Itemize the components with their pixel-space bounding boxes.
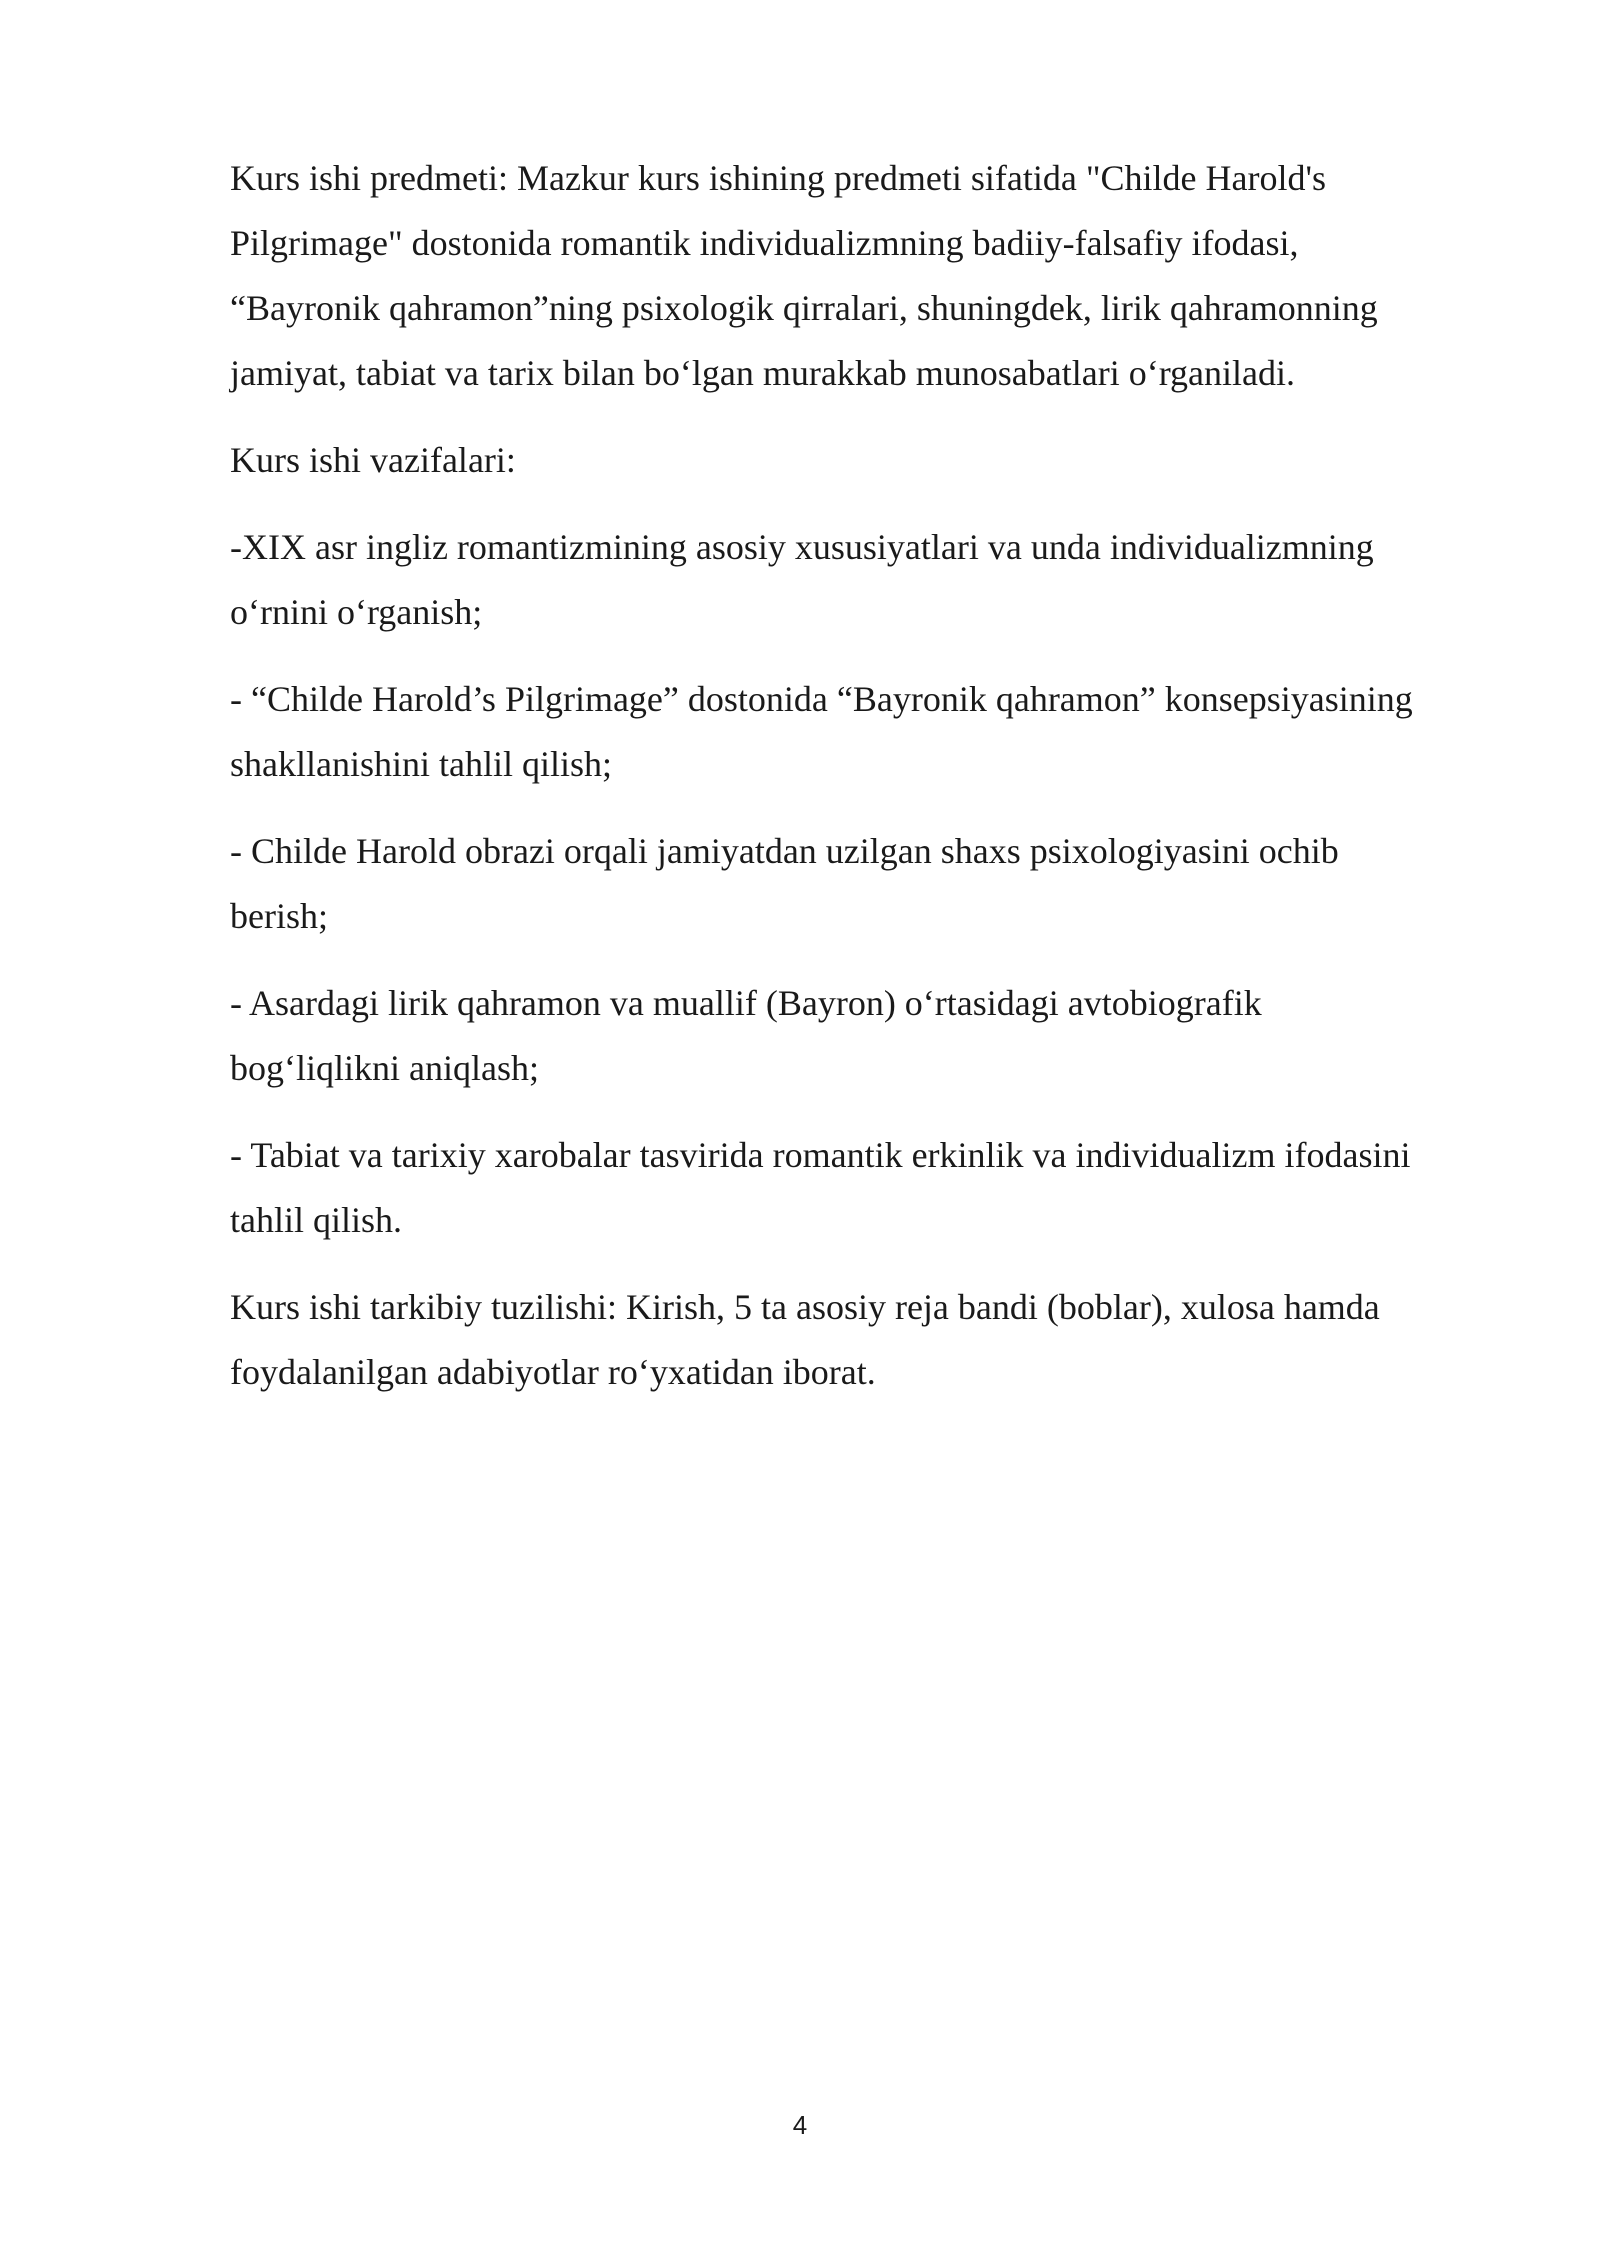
paragraph-course-subject [230, 146, 1492, 406]
text-line: “Bayronik qahramon”ning psixologik qirralari, shuningdek, lirik qahramonning [230, 288, 1378, 328]
text-line: Kurs ishi predmeti: Mazkur kurs ishining predmeti sifatida "Childe Harold's [230, 158, 1326, 198]
text-line: Kurs ishi tarkibiy tuzilishi: Kirish, 5 ta asosiy reja bandi (boblar), xulosa hamda [230, 1287, 1380, 1327]
text-line: Pilgrimage" dostonida romantik individualizmning badiiy-falsafiy ifodasi, [230, 223, 1299, 263]
text-line: o‘rnini o‘rganish; [230, 592, 483, 632]
paragraph-task-3 [230, 819, 1492, 949]
paragraph-task-2 [230, 667, 1492, 797]
page-number: 4 [792, 2110, 808, 2140]
text-line: berish; [230, 896, 328, 936]
paragraph-task-4 [230, 971, 1492, 1101]
text-line: shakllanishini tahlil qilish; [230, 744, 612, 784]
text-line: - “Childe Harold’s Pilgrimage” dostonida “Bayronik qahramon” konsepsiyasining [230, 679, 1413, 719]
text-line: foydalanilgan adabiyotlar ro‘yxatidan iborat. [230, 1352, 876, 1392]
text-line: - Asardagi lirik qahramon va muallif (Bayron) o‘rtasidagi avtobiografik [230, 983, 1262, 1023]
text-line: Kurs ishi vazifalari: [230, 440, 516, 480]
text-line: tahlil qilish. [230, 1200, 403, 1240]
paragraph-task-1 [230, 515, 1492, 645]
paragraph-task-5 [230, 1123, 1492, 1253]
text-line: -XIX asr ingliz romantizmining asosiy xususiyatlari va unda individualizmning [230, 527, 1374, 567]
paragraph-tasks-heading [230, 428, 1492, 493]
text-line: - Tabiat va tarixiy xarobalar tasvirida romantik erkinlik va individualizm ifodasini [230, 1135, 1411, 1175]
page-body [230, 146, 1492, 1427]
text-line: jamiyat, tabiat va tarix bilan bo‘lgan murakkab munosabatlari o‘rganiladi. [230, 353, 1296, 393]
text-line: bog‘liqlikni aniqlash; [230, 1048, 539, 1088]
text-line: - Childe Harold obrazi orqali jamiyatdan uzilgan shaxs psixologiyasini ochib [230, 831, 1339, 871]
paragraph-structure [230, 1275, 1492, 1405]
